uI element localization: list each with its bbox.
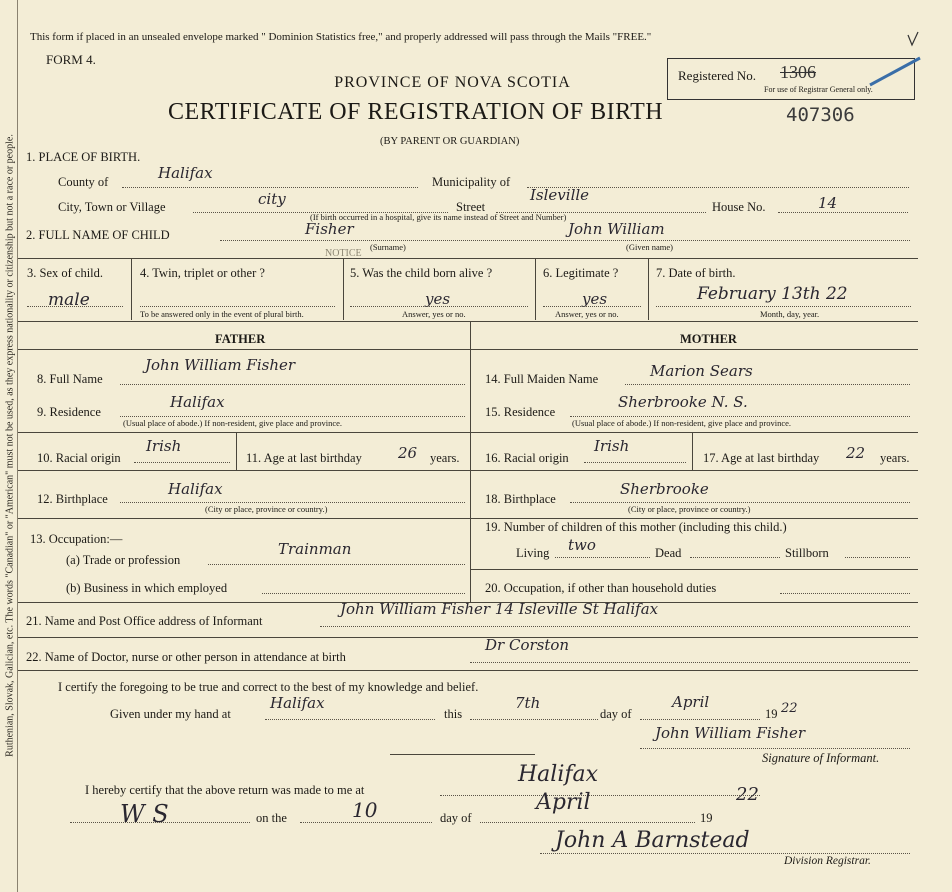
father-years: years.: [430, 451, 460, 465]
father-name: John William Fisher: [145, 356, 296, 374]
alive-label: 5. Was the child born alive ?: [350, 266, 493, 280]
street-value: Isleville: [530, 186, 590, 204]
divider-4-5: [343, 258, 344, 320]
registrar-year: 22: [736, 784, 759, 805]
child-given-name: John William: [568, 220, 665, 238]
form-number: FORM 4.: [46, 52, 96, 67]
twin-line: [140, 306, 335, 307]
legitimate-value: yes: [582, 290, 608, 308]
registrar-signature: John A Barnstead: [555, 828, 750, 853]
mother-residence-line: [570, 416, 910, 417]
mother-rule-children: [470, 518, 918, 519]
business-label: (b) Business in which employed: [66, 581, 228, 595]
dob-line: [656, 306, 911, 307]
registrar-month: April: [536, 790, 591, 815]
child-surname: Fisher: [305, 220, 354, 238]
side-divider: [17, 0, 18, 892]
mother-birthplace-label: 18. Birthplace: [485, 492, 556, 506]
mother-race-line: [584, 462, 686, 463]
informant-value: John William Fisher 14 Isleville St Halifax: [340, 600, 659, 618]
registered-label: Registered No.: [678, 68, 756, 83]
mother-heading: MOTHER: [680, 332, 737, 346]
registrar-place-line: [440, 795, 760, 796]
father-name-line: [120, 384, 465, 385]
registered-sub: For use of Registrar General only.: [764, 85, 873, 94]
father-age-label: 11. Age at last birthday: [246, 451, 362, 465]
mother-birthplace-note: (City or place, province or country.): [628, 504, 751, 514]
cert-month: April: [672, 693, 710, 711]
house-label: House No.: [712, 200, 766, 214]
father-residence-note: (Usual place of abode.) If non-resident, give place and province.: [123, 418, 343, 428]
business-line: [262, 593, 465, 594]
sex-line: [27, 306, 123, 307]
registrar-label: Division Registrar.: [784, 855, 871, 867]
trade-label: (a) Trade or profession: [66, 553, 181, 567]
father-head-rule: [18, 349, 470, 350]
mother-race-label: 16. Racial origin: [485, 451, 569, 465]
living-line: [555, 557, 650, 558]
given-place-line: [265, 719, 435, 720]
mother-head-rule: [470, 349, 918, 350]
doctor-label: 22. Name of Doctor, nurse or other person in attendance at birth: [26, 650, 346, 664]
dead-line: [690, 557, 780, 558]
father-rule-bp: [18, 470, 470, 471]
hospital-note: (If birth occurred in a hospital, give its name instead of Street and Number): [310, 212, 567, 222]
father-heading: FATHER: [215, 332, 266, 346]
children-label: 19. Number of children of this mother (including this child.): [485, 520, 787, 534]
registrar-initials-line: [70, 822, 250, 823]
registrar-certify-text: I hereby certify that the above return was made to me at: [85, 783, 365, 797]
given-note: (Given name): [626, 242, 673, 252]
informant-line: [320, 626, 910, 627]
place-heading: 1. PLACE OF BIRTH.: [26, 150, 141, 164]
surname-note: (Surname): [370, 242, 406, 252]
street-label: Street: [456, 200, 486, 214]
mother-rule-bp: [470, 470, 918, 471]
legitimate-note: Answer, yes or no.: [555, 309, 619, 319]
county-line: [122, 187, 418, 188]
certificate-subtitle: (BY PARENT OR GUARDIAN): [380, 136, 520, 147]
twin-note: To be answered only in the event of plural birth.: [140, 309, 304, 319]
registrar-on-label: on the: [256, 811, 287, 825]
city-value: city: [258, 190, 286, 208]
registrar-signature-line: [540, 853, 910, 854]
twin-label: 4. Twin, triplet or other ?: [140, 266, 265, 280]
signature-line: [640, 748, 910, 749]
municipality-label: Municipality of: [432, 175, 511, 189]
father-residence: Halifax: [170, 393, 225, 411]
registrar-year-prefix: 19: [700, 811, 713, 825]
county-label: County of: [58, 175, 109, 189]
alive-line: [350, 306, 528, 307]
dead-label: Dead: [655, 546, 682, 560]
given-place: Halifax: [270, 694, 325, 712]
doctor-value: Dr Corston: [485, 636, 570, 654]
mother-birthplace-line: [570, 502, 910, 503]
father-rule-occ: [18, 518, 470, 519]
sex-label: 3. Sex of child.: [27, 266, 104, 280]
mother-age-label: 17. Age at last birthday: [703, 451, 820, 465]
divider-3-4: [131, 258, 132, 320]
informant-label: 21. Name and Post Office address of Informant: [26, 614, 263, 628]
cert-year: 22: [781, 701, 798, 716]
father-trade: Trainman: [278, 540, 352, 558]
cert-dayof-label: day of: [600, 707, 632, 721]
legitimate-label: 6. Legitimate ?: [543, 266, 619, 280]
side-note: Ruthenian, Slovak, Galician, etc. The words "Canadian" or "American" must not be used, as they express nationality or citizenship but not a race or people.: [4, 134, 16, 757]
father-occupation-label: 13. Occupation:—: [30, 532, 123, 546]
check-mark: [860, 30, 930, 90]
mother-name-line: [625, 384, 910, 385]
father-race-label: 10. Racial origin: [37, 451, 121, 465]
mother-race-age-divider: [692, 432, 693, 470]
row-divider-parents: [18, 321, 918, 322]
father-birthplace-note: (City or place, province or country.): [205, 504, 328, 514]
mother-residence: Sherbrooke N. S.: [618, 393, 748, 411]
mother-residence-label: 15. Residence: [485, 405, 556, 419]
certificate-title: CERTIFICATE OF REGISTRATION OF BIRTH: [168, 99, 664, 125]
stamp-number: 407306: [786, 104, 855, 126]
house-line: [778, 212, 908, 213]
mother-name-label: 14. Full Maiden Name: [485, 372, 599, 386]
mother-name: Marion Sears: [650, 362, 753, 380]
mother-age: 22: [846, 444, 866, 462]
mother-race: Irish: [594, 437, 630, 455]
father-race-line: [134, 462, 230, 463]
trade-line: [208, 564, 465, 565]
living-value: two: [568, 536, 596, 554]
father-age: 26: [398, 444, 418, 462]
cert-day: 7th: [515, 694, 541, 712]
mother-years: years.: [880, 451, 910, 465]
row-divider-doctor: [18, 637, 918, 638]
sex-value: male: [48, 290, 90, 310]
alive-note: Answer, yes or no.: [402, 309, 466, 319]
divider-6-7: [648, 258, 649, 320]
mother-rule-occ: [470, 569, 918, 570]
mother-occupation-label: 20. Occupation, if other than household duties: [485, 581, 717, 595]
stillborn-label: Stillborn: [785, 546, 829, 560]
cert-month-line: [640, 719, 760, 720]
doctor-line: [470, 662, 910, 663]
legitimate-line: [543, 306, 641, 307]
mother-residence-note: (Usual place of abode.) If non-resident, give place and province.: [572, 418, 792, 428]
father-race: Irish: [146, 437, 182, 455]
father-birthplace: Halifax: [168, 480, 223, 498]
cert-day-line: [470, 719, 598, 720]
house-value: 14: [818, 194, 838, 212]
top-note: This form if placed in an unsealed envelope marked " Dominion Statistics free," and properly addressed will pass through the Mails "FREE.": [30, 31, 652, 43]
mother-birthplace: Sherbrooke: [620, 480, 709, 498]
father-residence-label: 9. Residence: [37, 405, 101, 419]
child-name-line: [220, 240, 910, 241]
certify-text: I certify the foregoing to be true and correct to the best of my knowledge and belief.: [58, 680, 479, 694]
city-label: City, Town or Village: [58, 200, 166, 214]
registrar-month-line: [480, 822, 695, 823]
registrar-day: 10: [352, 798, 378, 822]
mother-occupation-line: [780, 593, 910, 594]
father-birthplace-label: 12. Birthplace: [37, 492, 108, 506]
child-name-label: 2. FULL NAME OF CHILD: [26, 228, 170, 242]
registrar-initials: W S: [120, 800, 169, 828]
father-residence-line: [120, 416, 465, 417]
living-label: Living: [516, 546, 550, 560]
registrar-place: Halifax: [518, 762, 599, 787]
parents-divider: [470, 321, 471, 602]
father-birthplace-line: [120, 502, 465, 503]
short-rule: [390, 754, 535, 755]
registrar-dayof-label: day of: [440, 811, 472, 825]
dob-value: February 13th 22: [697, 284, 848, 304]
father-rule-race: [18, 432, 470, 433]
county-value: Halifax: [158, 164, 213, 182]
divider-5-6: [535, 258, 536, 320]
father-name-label: 8. Full Name: [37, 372, 103, 386]
this-label: this: [444, 707, 463, 721]
background-notice: NOTICE: [325, 248, 362, 259]
dob-note: Month, day, year.: [760, 309, 820, 319]
father-race-age-divider: [236, 432, 237, 470]
signature-label: Signature of Informant.: [762, 751, 880, 765]
province-heading: PROVINCE OF NOVA SCOTIA: [334, 74, 571, 91]
registrar-day-line: [300, 822, 432, 823]
registered-number: 1306: [780, 62, 816, 82]
cert-year-prefix: 19: [765, 707, 778, 721]
given-label: Given under my hand at: [110, 707, 231, 721]
dob-label: 7. Date of birth.: [656, 266, 736, 280]
alive-value: yes: [425, 290, 451, 308]
row-divider-top: [18, 258, 918, 259]
stillborn-line: [845, 557, 910, 558]
mother-rule-race: [470, 432, 918, 433]
row-divider-cert: [18, 670, 918, 671]
informant-signature: John William Fisher: [655, 724, 806, 742]
